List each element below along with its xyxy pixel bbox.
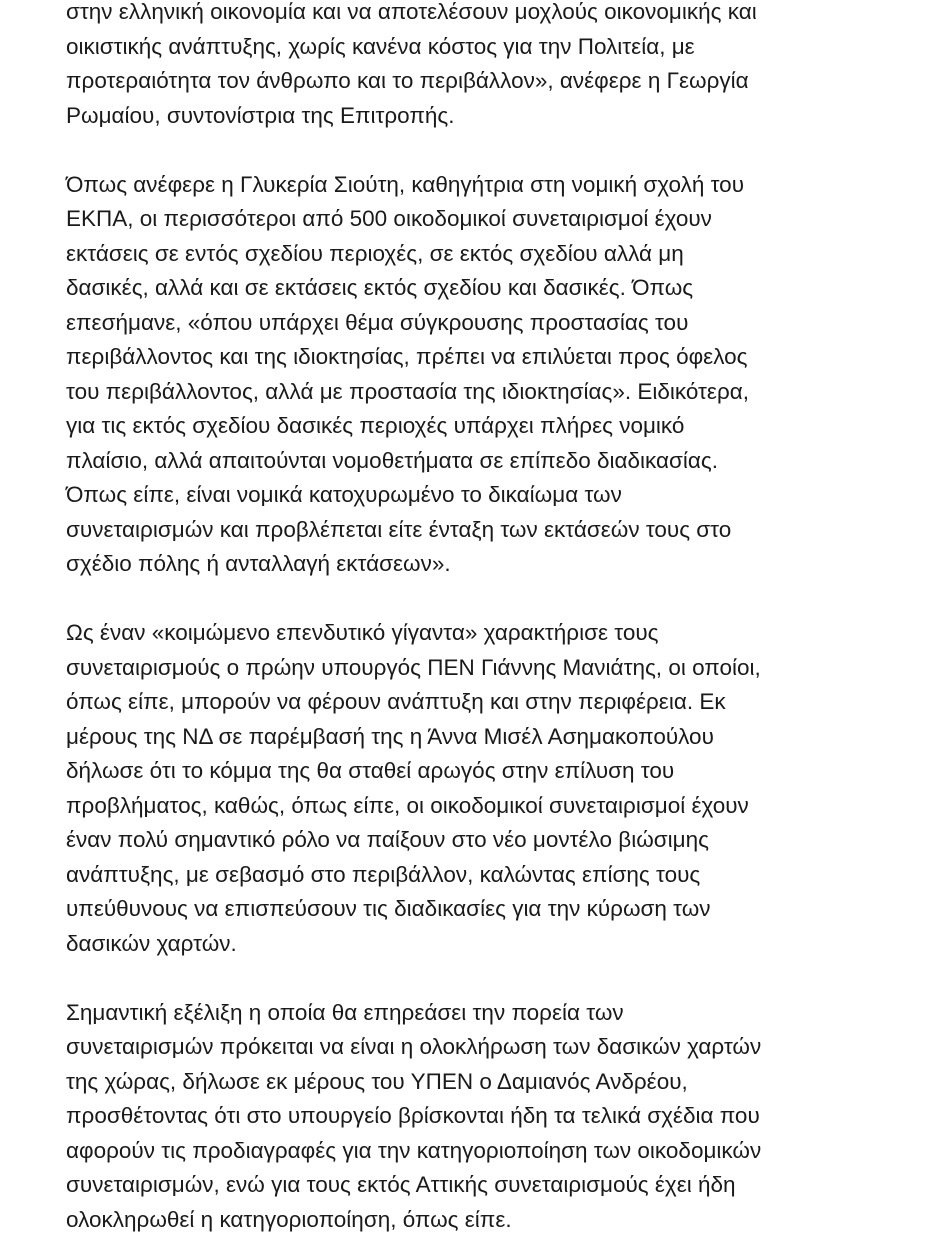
- text-line: αφορούν τις προδιαγραφές για την κατηγοριοποίηση των οικοδομικών: [66, 1134, 826, 1169]
- text-line: οικιστικής ανάπτυξης, χωρίς κανένα κόστος για την Πολιτεία, με: [66, 30, 826, 65]
- text-line: Ρωμαίου, συντονίστρια της Επιτροπής.: [66, 99, 826, 134]
- text-line: προτεραιότητα τον άνθρωπο και το περιβάλλον», ανέφερε η Γεωργία: [66, 64, 826, 99]
- paragraph: [66, 0, 826, 133]
- text-line: επεσήμανε, «όπου υπάρχει θέμα σύγκρουσης προστασίας του: [66, 306, 826, 341]
- paragraph: [66, 616, 826, 961]
- text-line: της χώρας, δήλωσε εκ μέρους του ΥΠΕΝ ο Δαμιανός Ανδρέου,: [66, 1065, 826, 1100]
- text-line: συνεταιρισμών και προβλέπεται είτε ένταξη των εκτάσεών τους στο: [66, 513, 826, 548]
- paragraph: [66, 996, 826, 1237]
- text-line: όπως είπε, μπορούν να φέρουν ανάπτυξη και στην περιφέρεια. Εκ: [66, 685, 826, 720]
- text-line: πλαίσιο, αλλά απαιτούνται νομοθετήματα σε επίπεδο διαδικασίας.: [66, 444, 826, 479]
- text-line: έναν πολύ σημαντικό ρόλο να παίξουν στο νέο μοντέλο βιώσιμης: [66, 823, 826, 858]
- text-line: δήλωσε ότι το κόμμα της θα σταθεί αρωγός στην επίλυση του: [66, 754, 826, 789]
- paragraph-spacer: [66, 133, 826, 168]
- article-body: [66, 0, 826, 1237]
- text-line: ανάπτυξης, με σεβασμό στο περιβάλλον, καλώντας επίσης τους: [66, 858, 826, 893]
- text-line: δασικές, αλλά και σε εκτάσεις εκτός σχεδίου και δασικές. Όπως: [66, 271, 826, 306]
- text-line: δασικών χαρτών.: [66, 927, 826, 962]
- text-line: μέρους της ΝΔ σε παρέμβασή της η Άννα Μισέλ Ασημακοπούλου: [66, 720, 826, 755]
- text-line: του περιβάλλοντος, αλλά με προστασία της ιδιοκτησίας». Ειδικότερα,: [66, 375, 826, 410]
- paragraph-spacer: [66, 961, 826, 996]
- text-line: στην ελληνική οικονομία και να αποτελέσουν μοχλούς οικονομικής και: [66, 0, 826, 30]
- text-line: σχέδιο πόλης ή ανταλλαγή εκτάσεων».: [66, 547, 826, 582]
- text-line: Όπως ανέφερε η Γλυκερία Σιούτη, καθηγήτρια στη νομική σχολή του: [66, 168, 826, 203]
- paragraph-spacer: [66, 582, 826, 617]
- text-line: ΕΚΠΑ, οι περισσότεροι από 500 οικοδομικοί συνεταιρισμοί έχουν: [66, 202, 826, 237]
- text-line: Σημαντική εξέλιξη η οποία θα επηρεάσει την πορεία των: [66, 996, 826, 1031]
- text-line: συνεταιρισμούς ο πρώην υπουργός ΠΕΝ Γιάννης Μανιάτης, οι οποίοι,: [66, 651, 826, 686]
- text-line: υπεύθυνους να επισπεύσουν τις διαδικασίες για την κύρωση των: [66, 892, 826, 927]
- text-line: ολοκληρωθεί η κατηγοριοποίηση, όπως είπε.: [66, 1203, 826, 1237]
- paragraph: [66, 168, 826, 582]
- text-line: Ως έναν «κοιμώμενο επενδυτικό γίγαντα» χαρακτήρισε τους: [66, 616, 826, 651]
- text-line: συνεταιρισμών πρόκειται να είναι η ολοκλήρωση των δασικών χαρτών: [66, 1030, 826, 1065]
- text-line: προβλήματος, καθώς, όπως είπε, οι οικοδομικοί συνεταιρισμοί έχουν: [66, 789, 826, 824]
- text-line: εκτάσεις σε εντός σχεδίου περιοχές, σε εκτός σχεδίου αλλά μη: [66, 237, 826, 272]
- text-line: για τις εκτός σχεδίου δασικές περιοχές υπάρχει πλήρες νομικό: [66, 409, 826, 444]
- text-line: προσθέτοντας ότι στο υπουργείο βρίσκονται ήδη τα τελικά σχέδια που: [66, 1099, 826, 1134]
- text-line: συνεταιρισμών, ενώ για τους εκτός Αττικής συνεταιρισμούς έχει ήδη: [66, 1168, 826, 1203]
- text-line: περιβάλλοντος και της ιδιοκτησίας, πρέπει να επιλύεται προς όφελος: [66, 340, 826, 375]
- text-line: Όπως είπε, είναι νομικά κατοχυρωμένο το δικαίωμα των: [66, 478, 826, 513]
